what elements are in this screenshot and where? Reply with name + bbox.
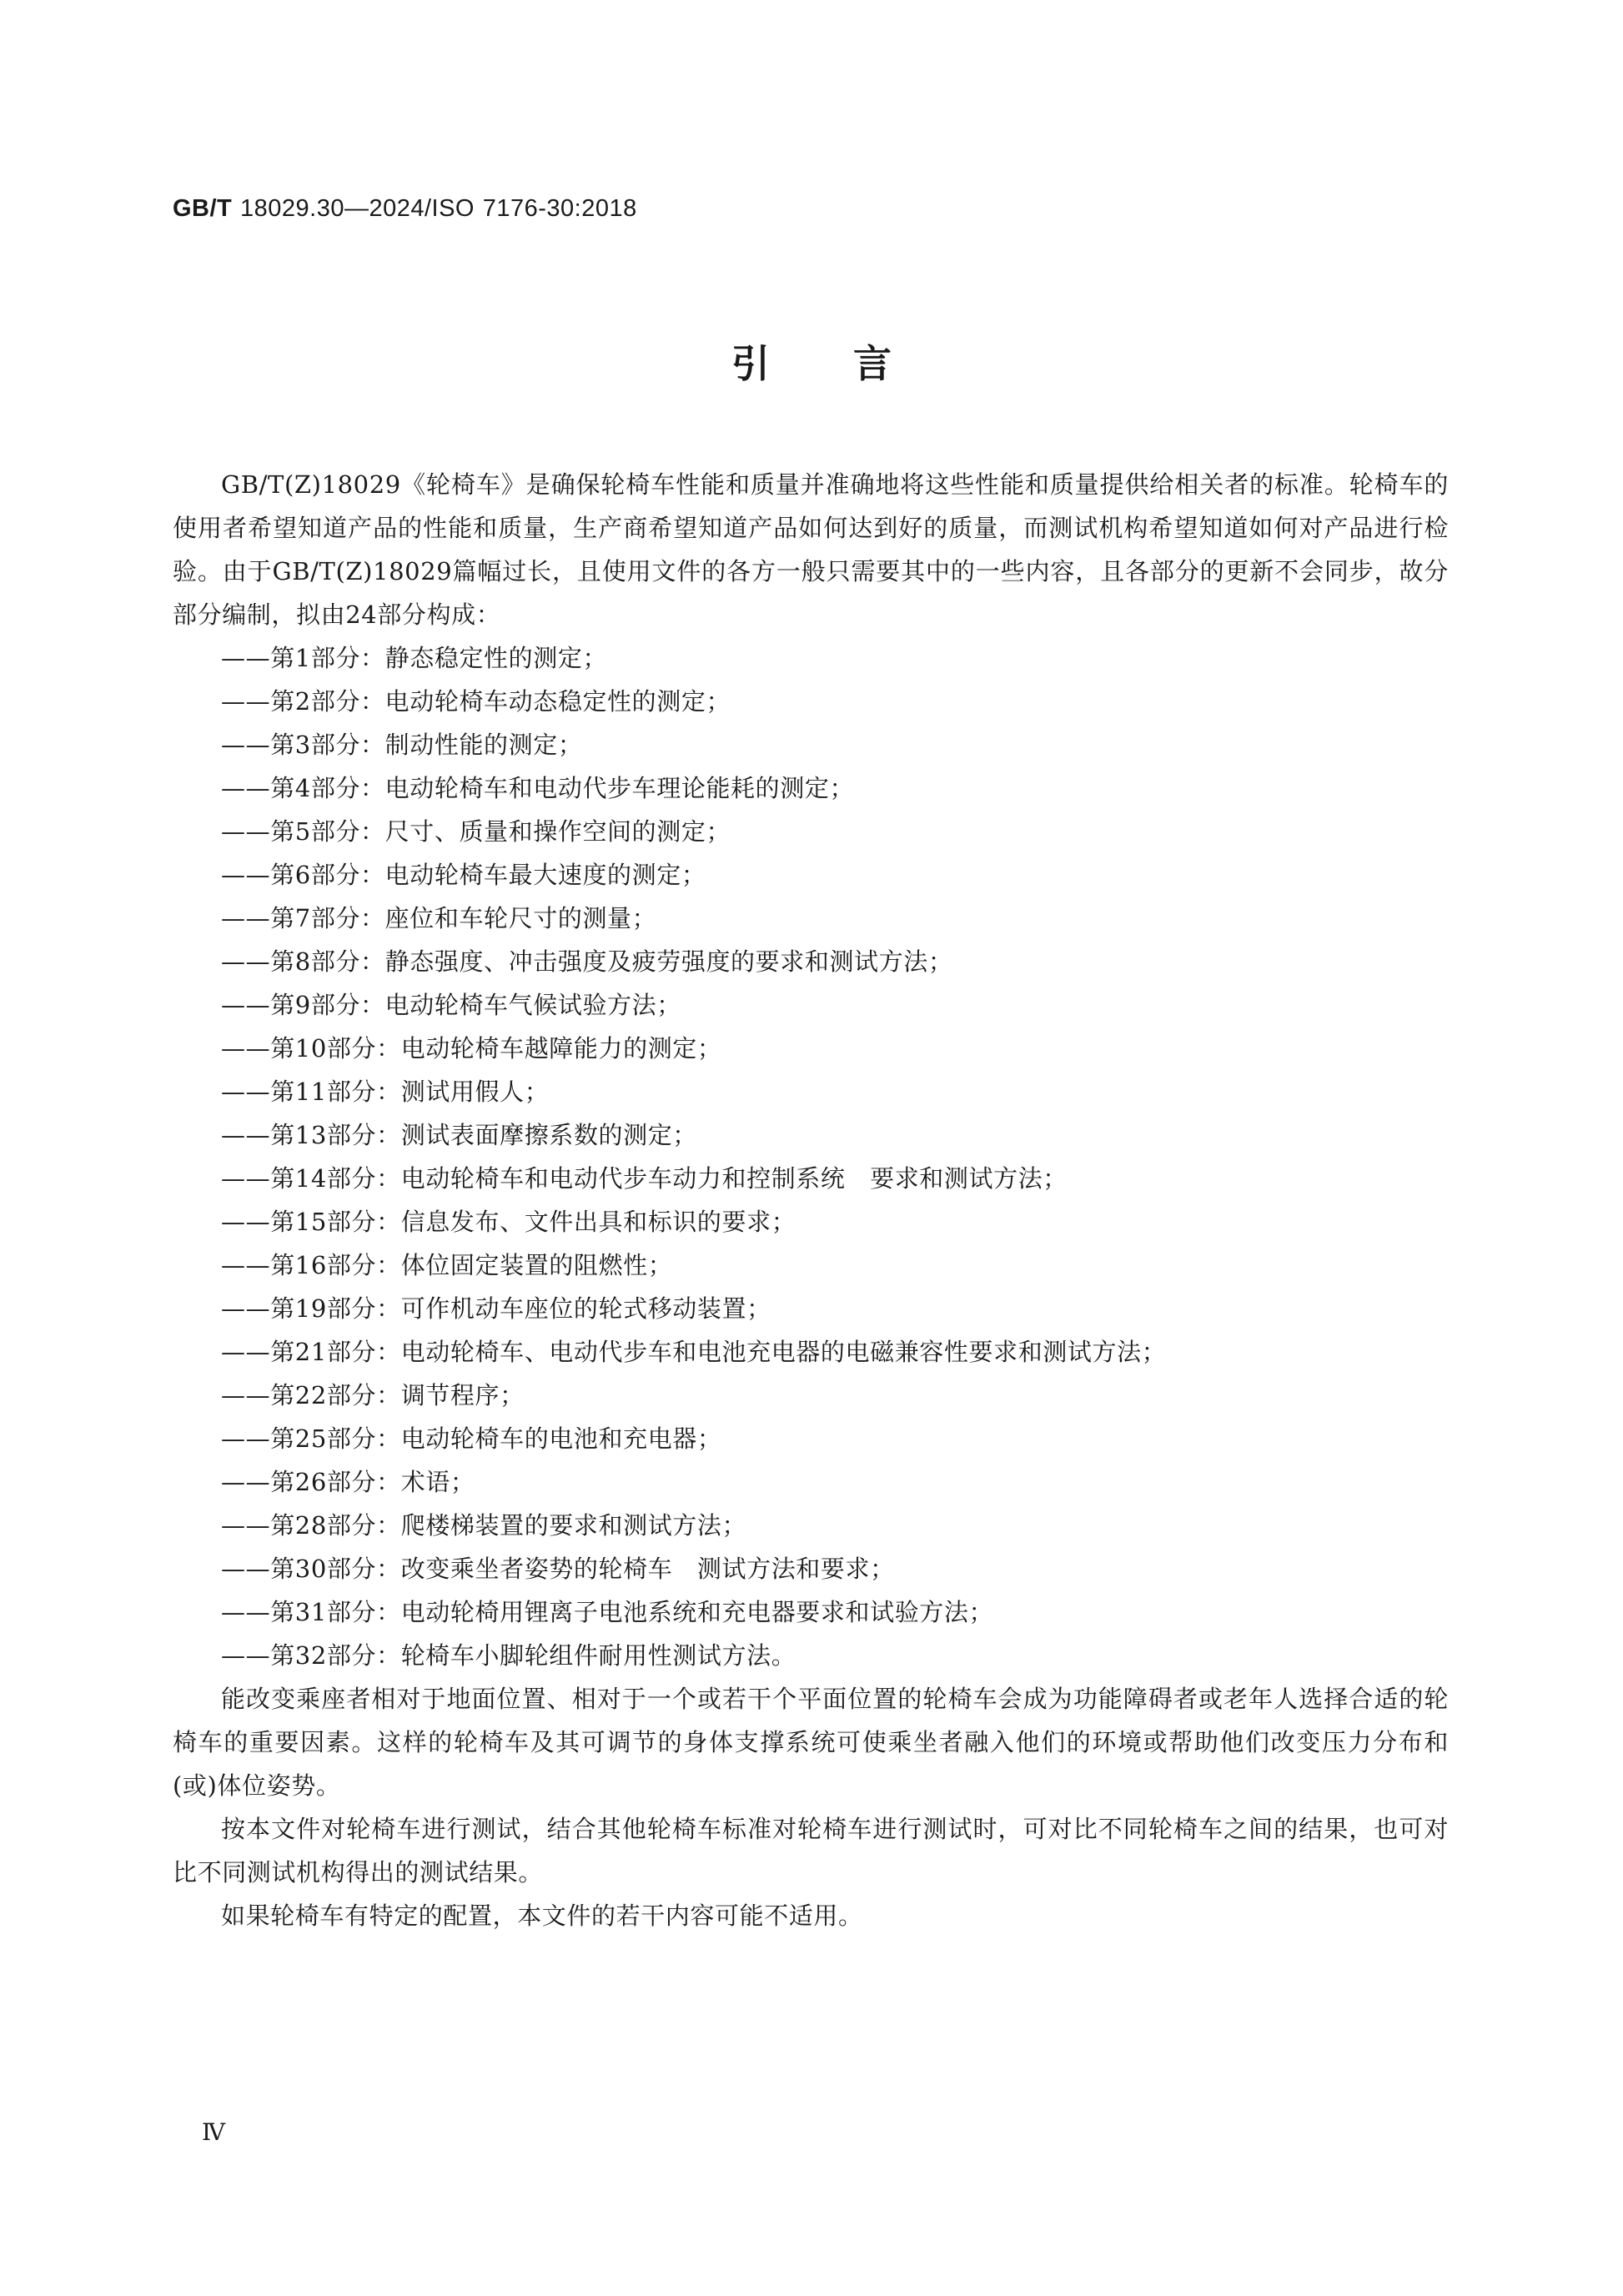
standard-prefix: GB/T bbox=[173, 195, 233, 222]
document-header bbox=[173, 193, 637, 223]
body-paragraph: 按本文件对轮椅车进行测试，结合其他轮椅车标准对轮椅车进行测试时，可对比不同轮椅车之间的结果，也可对比不同测试机构得出的测试结果。 bbox=[173, 1815, 1449, 1887]
document-body bbox=[173, 463, 1449, 1937]
list-item: ——第19部分：可作机动车座位的轮式移动装置； bbox=[221, 1294, 771, 1323]
list-item: ——第32部分：轮椅车小脚轮组件耐用性测试方法。 bbox=[221, 1641, 796, 1670]
list-item: ——第8部分：静态强度、冲击强度及疲劳强度的要求和测试方法； bbox=[221, 947, 953, 976]
standard-iso-ref: 7176-30:2018 bbox=[482, 195, 637, 222]
list-item: ——第30部分：改变乘坐者姿势的轮椅车 测试方法和要求； bbox=[221, 1555, 895, 1583]
list-item: ——第3部分：制动性能的测定； bbox=[221, 731, 583, 759]
list-item: ——第21部分：电动轮椅车、电动代步车和电池充电器的电磁兼容性要求和测试方法； bbox=[221, 1338, 1167, 1366]
intro-paragraph: GB/T(Z)18029《轮椅车》是确保轮椅车性能和质量并准确地将这些性能和质量提供给相关者的标准。轮椅车的使用者希望知道产品的性能和质量，生产商希望知道产品如何达到好的质量，而测试机构希望知道如何对产品进行检验。由于GB/T(Z)18029篇幅过长，且使用文件的各方一般只需要其中的一些内容，且各部分的更新不会同步，故分部分编制，拟由24部分构成： bbox=[173, 470, 1449, 629]
list-item: ——第6部分：电动轮椅车最大速度的测定； bbox=[221, 861, 706, 889]
list-item: ——第14部分：电动轮椅车和电动代步车动力和控制系统 要求和测试方法； bbox=[221, 1164, 1068, 1193]
list-item: ——第4部分：电动轮椅车和电动代步车理论能耗的测定； bbox=[221, 774, 855, 802]
list-item: ——第1部分：静态稳定性的测定； bbox=[221, 644, 608, 672]
list-item: ——第16部分：体位固定装置的阻燃性； bbox=[221, 1251, 673, 1279]
list-item: ——第7部分：座位和车轮尺寸的测量； bbox=[221, 904, 657, 932]
parts-list bbox=[173, 636, 1449, 1677]
list-item: ——第26部分：术语； bbox=[221, 1468, 475, 1496]
list-item: ——第5部分：尺寸、质量和操作空间的测定； bbox=[221, 817, 731, 846]
list-item: ——第11部分：测试用假人； bbox=[221, 1078, 550, 1106]
list-item: ——第10部分：电动轮椅车越障能力的测定； bbox=[221, 1034, 722, 1063]
list-item: ——第25部分：电动轮椅车的电池和充电器； bbox=[221, 1424, 722, 1453]
body-paragraph: 如果轮椅车有特定的配置，本文件的若干内容可能不适用。 bbox=[221, 1902, 863, 1930]
list-item: ——第31部分：电动轮椅用锂离子电池系统和充电器要求和试验方法； bbox=[221, 1598, 994, 1626]
standard-number: 18029.30—2024/ISO bbox=[240, 195, 475, 222]
list-item: ——第28部分：爬楼梯装置的要求和测试方法； bbox=[221, 1511, 747, 1540]
list-item: ——第2部分：电动轮椅车动态稳定性的测定； bbox=[221, 687, 731, 716]
list-item: ——第15部分：信息发布、文件出具和标识的要求； bbox=[221, 1208, 796, 1236]
page-title: 引言 bbox=[731, 341, 975, 386]
list-item: ——第13部分：测试表面摩擦系数的测定； bbox=[221, 1121, 697, 1149]
list-item: ——第9部分：电动轮椅车气候试验方法； bbox=[221, 991, 681, 1019]
body-paragraph: 能改变乘座者相对于地面位置、相对于一个或若干个平面位置的轮椅车会成为功能障碍者或老年人选择合适的轮椅车的重要因素。这样的轮椅车及其可调节的身体支撑系统可使乘坐者融入他们的环境或帮助他们改变压力分布和(或)体位姿势。 bbox=[173, 1685, 1449, 1800]
page-number: Ⅳ bbox=[202, 2118, 225, 2146]
list-item: ——第22部分：调节程序； bbox=[221, 1381, 525, 1409]
